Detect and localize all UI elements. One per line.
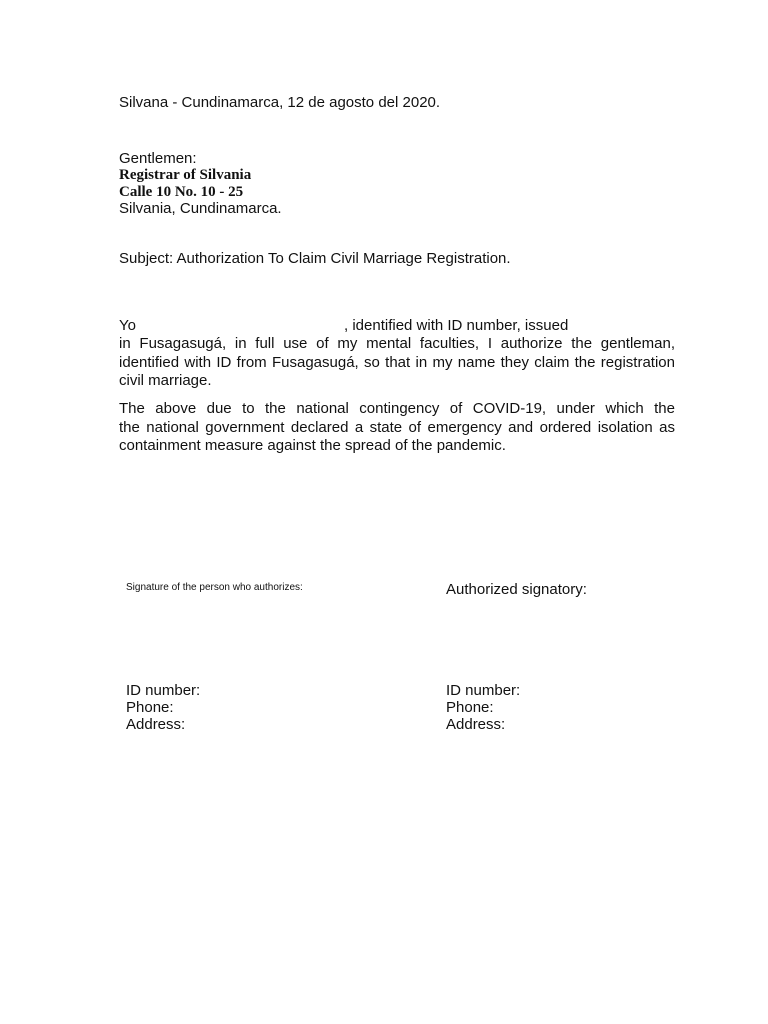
body-p1-line1-start: Yo bbox=[119, 317, 136, 334]
body-p1-line4: civil marriage. bbox=[119, 372, 212, 389]
right-address-label: Address: bbox=[446, 716, 506, 733]
left-address-label: Address: bbox=[126, 716, 186, 733]
recipient-address: Calle 10 No. 10 - 25 bbox=[119, 184, 244, 200]
left-signature-label: Signature of the person who authorizes: bbox=[126, 582, 303, 593]
recipient-name: Registrar of Silvania bbox=[119, 167, 252, 183]
body-p1-line2: in Fusagasugá, in full use of my mental faculties, I authorize the gentleman, bbox=[119, 335, 675, 352]
body-p1-line1-end: , identified with ID number, issued bbox=[344, 317, 569, 334]
date-line: Silvana - Cundinamarca, 12 de agosto del 2020. bbox=[119, 94, 441, 111]
salutation: Gentlemen: bbox=[119, 150, 197, 167]
left-id-number-label: ID number: bbox=[126, 682, 201, 699]
right-id-number-label: ID number: bbox=[446, 682, 521, 699]
recipient-city: Silvania, Cundinamarca. bbox=[119, 200, 282, 217]
body-paragraph-2 bbox=[119, 400, 675, 456]
body-p2-line2: the national government declared a state of emergency and ordered isolation as bbox=[119, 418, 675, 436]
body-paragraph-1 bbox=[119, 335, 675, 391]
left-phone-label: Phone: bbox=[126, 699, 174, 716]
right-phone-label: Phone: bbox=[446, 699, 494, 716]
body-p2-line1: The above due to the national contingency of COVID-19, under which the bbox=[119, 400, 675, 417]
body-p2-line3: containment measure against the spread of the pandemic. bbox=[119, 437, 506, 454]
subject-line: Subject: Authorization To Claim Civil Marriage Registration. bbox=[119, 250, 511, 267]
right-signature-label: Authorized signatory: bbox=[446, 581, 587, 598]
body-p1-line3: identified with ID from Fusagasugá, so that in my name they claim the registration bbox=[119, 353, 675, 371]
